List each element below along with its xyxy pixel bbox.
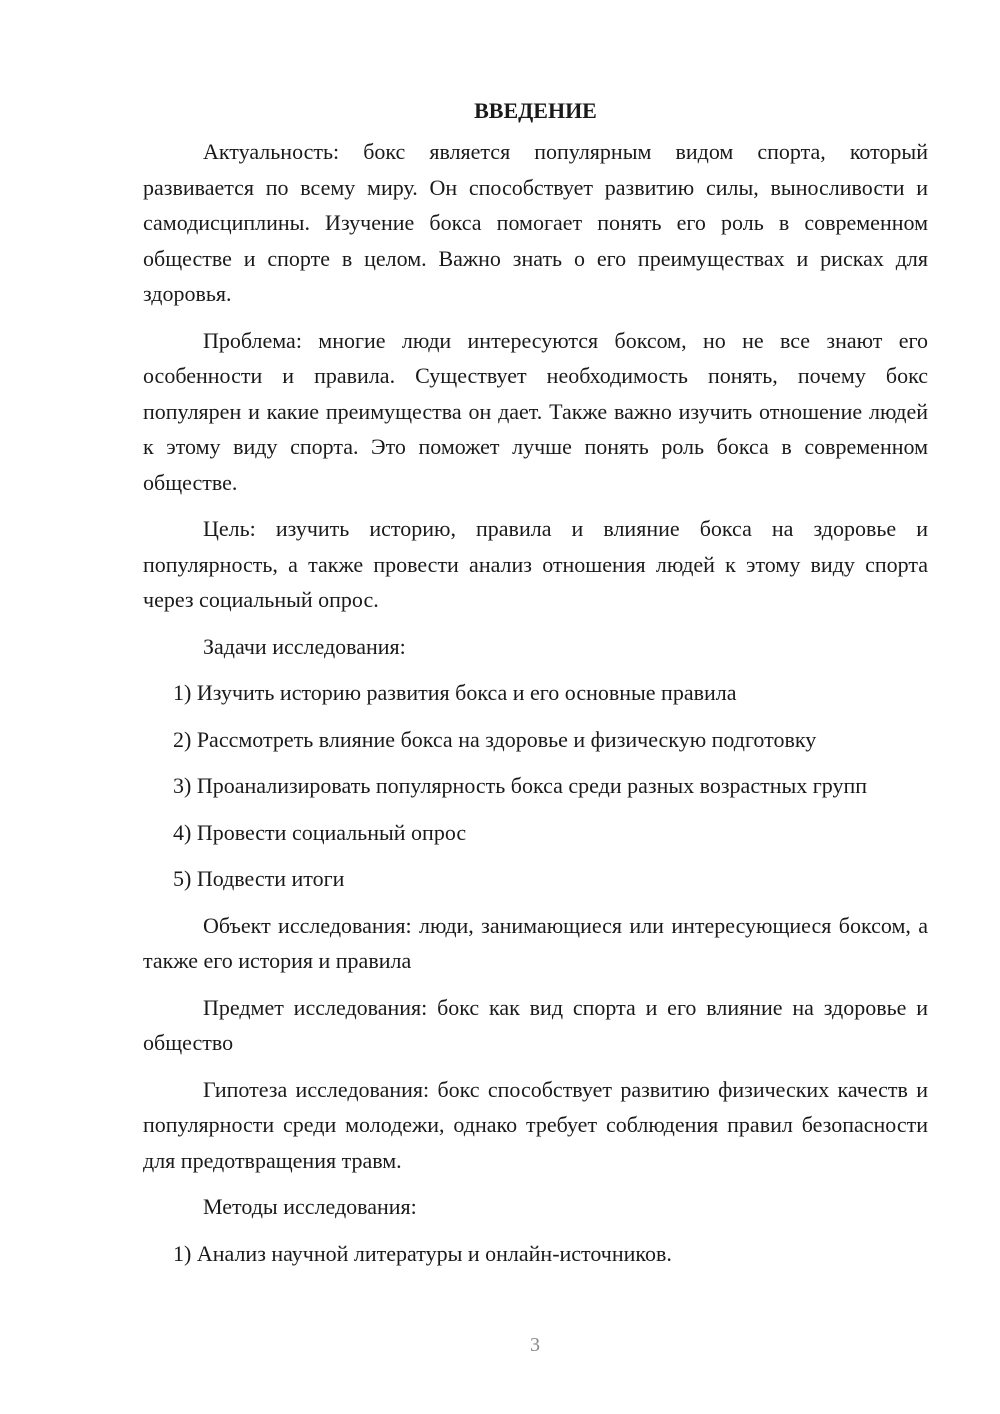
document-page [143,96,928,1282]
task-item: 2) Рассмотреть влияние бокса на здоровье и физическую подготовку [173,726,817,752]
relevance-paragraph: Актуальность: бокс является популярным видом спорта, который развивается по всему миру. Он способствует развитию силы, выносливости и самодисциплины. Изучение бокса помогает понять его роль в современном обществе и спорте в целом. Важно знать о его преимуществах и рисках для здоровья. [143,139,928,306]
task-item: 3) Проанализировать популярность бокса среди разных возрастных групп [173,773,868,798]
goal-paragraph: Цель: изучить историю, правила и влияние бокса на здоровье и популярность, а также провести анализ отношения людей к этому виду спорта через социальный опрос. [143,516,928,612]
task-item: 4) Провести социальный опрос [173,819,467,845]
tasks-title: Задачи исследования: [203,633,406,659]
problem-paragraph: Проблема: многие люди интересуются боксом, но не все знают его особенности и правила. Существует необходимость понять, почему бокс популярен и какие преимущества он дает. Также важно изучить отношение людей к этому виду спорта. Это поможет лучше понять роль бокса в современном обществе. [143,327,928,495]
method-item: 1) Анализ научной литературы и онлайн-источников. [173,1240,672,1266]
subject-paragraph: Предмет исследования: бокс как вид спорта и его влияние на здоровье и общество [143,994,928,1055]
section-heading: ВВЕДЕНИЕ [474,98,597,123]
task-item: 5) Подвести итоги [173,866,345,891]
page-number: 3 [530,1334,540,1356]
object-paragraph: Объект исследования: люди, занимающиеся или интересующиеся боксом, а также его история и правила [143,912,928,973]
task-item: 1) Изучить историю развития бокса и его основные правила [173,680,737,705]
methods-title: Методы исследования: [203,1194,417,1219]
hypothesis-paragraph: Гипотеза исследования: бокс способствует развитию физических качеств и популярности среди молодежи, однако требует соблюдения правил безопасности для предотвращения травм. [143,1076,928,1173]
